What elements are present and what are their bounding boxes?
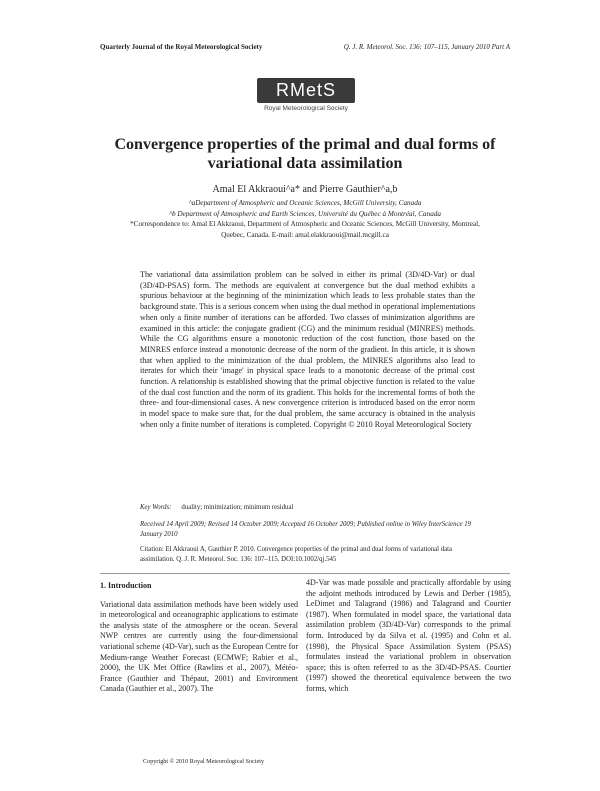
keywords xyxy=(140,504,475,511)
abstract: The variational data assimilation problem can be solved in either its primal (3D/4D-Var) or dual (3D/4D-PSAS) form. The methods are equivalent at convergence but the dual method exhibits a spurious behaviour at the beginning of the minimization which leads to less probable states than the background state. This is a serious concern when using the dual method in operational implementations when only a finite number of iterations can be afforded. Two classes of minimization algorithms are examined in this article: the conjugate gradient (CG) and the minimum residual (MINRES) methods. While the CG algorithms ensure a monotonic reduction of the cost function, those based on the MINRES enforce instead a monotonic decrease of the norm of the gradient. In this article, it is shown that when applied to the minimization of the dual problem, the MINRES algorithms also lead to iterates for which their 'image' in physical space leads to a monotonic decrease of the primal cost function. A relationship is established showing that the primal objective function is related to the value of the dual cost function and the norm of its gradient. This holds for the incremental forms of both the three- and four-dimensional cases. A new convergence criterion is introduced based on the error norm in model space to make sure that, for the dual problem, the same accuracy is obtained in the analysis when only a finite number of iterations is completed. Copyright © 2010 Royal Meteorological Society xyxy=(140,270,475,429)
affiliation-b: ^b Department of Atmospheric and Earth Sciences, Université du Québec à Montréal, Canada xyxy=(169,209,441,218)
keywords-label: Key Words: xyxy=(140,504,172,511)
intro-paragraph: Variational data assimilation methods have been widely used in meteorological and oceanographic applications to estimate the analysis state of the atmosphere or the ocean. Several NWP centres are currently using the four-dimensional variational scheme (4D-Var), such as the European Centre for Medium-range Weather Forecast (ECMWF; Rabier et al., 2000), the UK Met Office (Rawlins et al., 2007), Météo-France (Gauthier and Thépaut, 2001) and Environment Canada (Gauthier et al., 2007). The xyxy=(100,599,298,694)
citation: Citation: El Akkraoui A, Gauthier P. 2010. Convergence properties of the primal and dual forms of variational data assimilation. Q. J. R. Meteorol. Soc. 136: 107–115. DOI:10.1002/qj.545 xyxy=(140,546,453,563)
logo-subtitle: Royal Meteorological Society xyxy=(264,105,348,112)
logo-text: RMetS xyxy=(275,80,336,100)
section-heading: 1. Introduction xyxy=(100,581,152,590)
correspondence-line-2: Quebec, Canada. E-mail: amal.elakkraoui@mail.mcgill.ca xyxy=(221,230,389,239)
affiliations xyxy=(100,198,510,219)
left-column xyxy=(100,578,298,695)
correspondence-line-1: *Correspondence to: Amal El Akkraoui, Department of Atmospheric and Oceanic Sciences, McGill University, Montreal, xyxy=(130,220,480,228)
copyright-footer: Copyright © 2010 Royal Meteorological Society xyxy=(143,758,265,765)
title-line-2: variational data assimilation xyxy=(207,155,403,172)
right-column: 4D-Var was made possible and practically affordable by using the adjoint methods introduced by Lewis and Derber (1985), LeDimet and Talagrand (1986) and Talagrand and Courtier (1987). When formulated in model space, the variational data assimilation problem (3D/4D-Var) corresponds to the primal form. Introduced by da Silva et al. (1995) and Cohn et al. (1998), the Physical Space Assimilation System (PSAS) formulates instead the variational problem in observation space; this is often referred to as the 3D/4D-PSAS. Courtier (1997) showed the theoretical equivalence between the two forms, which xyxy=(306,578,511,693)
keywords-value: duality; minimization; minimum residual xyxy=(181,504,294,511)
journal-citation: Q. J. R. Meteorol. Soc. 136: 107–115, January 2010 Part A xyxy=(343,43,510,51)
received-dates: Received 14 April 2009; Revised 14 October 2009; Accepted 16 October 2009; Published online in Wiley InterScience 19 January 2010 xyxy=(140,521,471,538)
correspondence xyxy=(100,219,510,240)
affiliation-a: ^aDepartment of Atmospheric and Oceanic Sciences, McGill University, Canada xyxy=(188,199,422,207)
rmets-logo xyxy=(257,78,355,116)
divider xyxy=(100,573,510,574)
title-line-1: Convergence properties of the primal and dual forms of xyxy=(114,136,496,153)
authors: Amal El Akkraoui^a* and Pierre Gauthier^a,b xyxy=(212,184,398,195)
journal-name: Quarterly Journal of the Royal Meteorological Society xyxy=(100,43,263,51)
article-title xyxy=(100,135,510,173)
